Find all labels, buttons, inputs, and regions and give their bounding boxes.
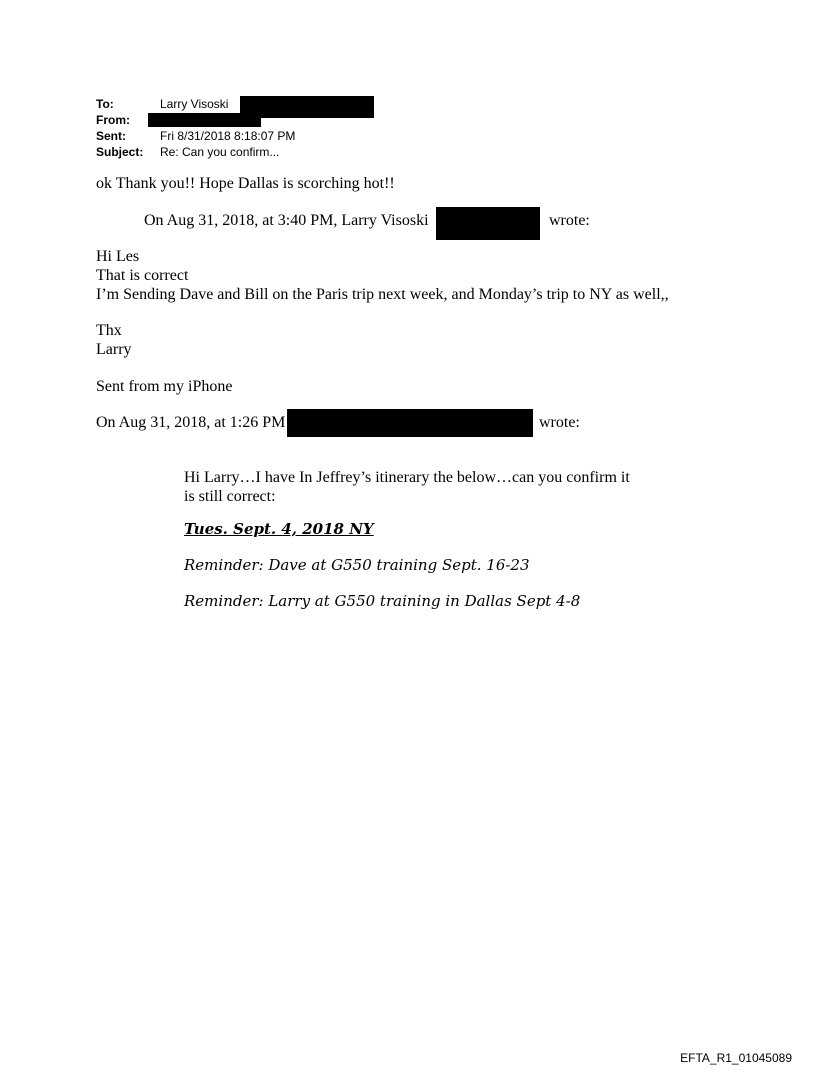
quote1-line-2: That is correct	[96, 267, 189, 284]
quote2-intro: On Aug 31, 2018, at 1:26 PM	[96, 414, 286, 431]
subject-label: Subject:	[96, 145, 144, 159]
sent-from-iphone: Sent from my iPhone	[96, 378, 233, 395]
to-value: Larry Visoski	[160, 97, 229, 111]
from-label: From:	[96, 113, 130, 127]
reminder-1: Reminder: Dave at G550 training Sept. 16-23	[184, 556, 530, 574]
quote2-para-line1: Hi Larry…I have In Jeffrey’s itinerary the below…can you confirm it	[184, 469, 630, 486]
quote1-sign-2: Larry	[96, 341, 132, 358]
quote1-line-3: I’m Sending Dave and Bill on the Paris trip next week, and Monday’s trip to NY as well,,	[96, 286, 669, 303]
quote1-line-1: Hi Les	[96, 248, 140, 265]
subject-value: Re: Can you confirm...	[160, 145, 280, 159]
document-id: EFTA_R1_01045089	[680, 1051, 792, 1065]
redaction-quote1-email	[436, 207, 540, 240]
quote2-para-line2: is still correct:	[184, 488, 276, 505]
sent-value: Fri 8/31/2018 8:18:07 PM	[160, 129, 296, 143]
redaction-quote2-email	[287, 409, 533, 437]
quote2-intro-wrote: wrote:	[539, 414, 580, 431]
quote1-intro-wrote: wrote:	[549, 212, 590, 229]
quote1-intro: On Aug 31, 2018, at 3:40 PM, Larry Visoski	[144, 212, 429, 229]
redaction-from	[148, 113, 261, 127]
reminder-2: Reminder: Larry at G550 training in Dallas Sept 4-8	[184, 592, 581, 610]
sent-label: Sent:	[96, 129, 126, 143]
quote1-sign-1: Thx	[96, 322, 122, 339]
reply-line: ok Thank you!! Hope Dallas is scorching hot!!	[96, 175, 395, 192]
itinerary-heading: Tues. Sept. 4, 2018 NY	[184, 520, 374, 538]
to-label: To:	[96, 97, 114, 111]
